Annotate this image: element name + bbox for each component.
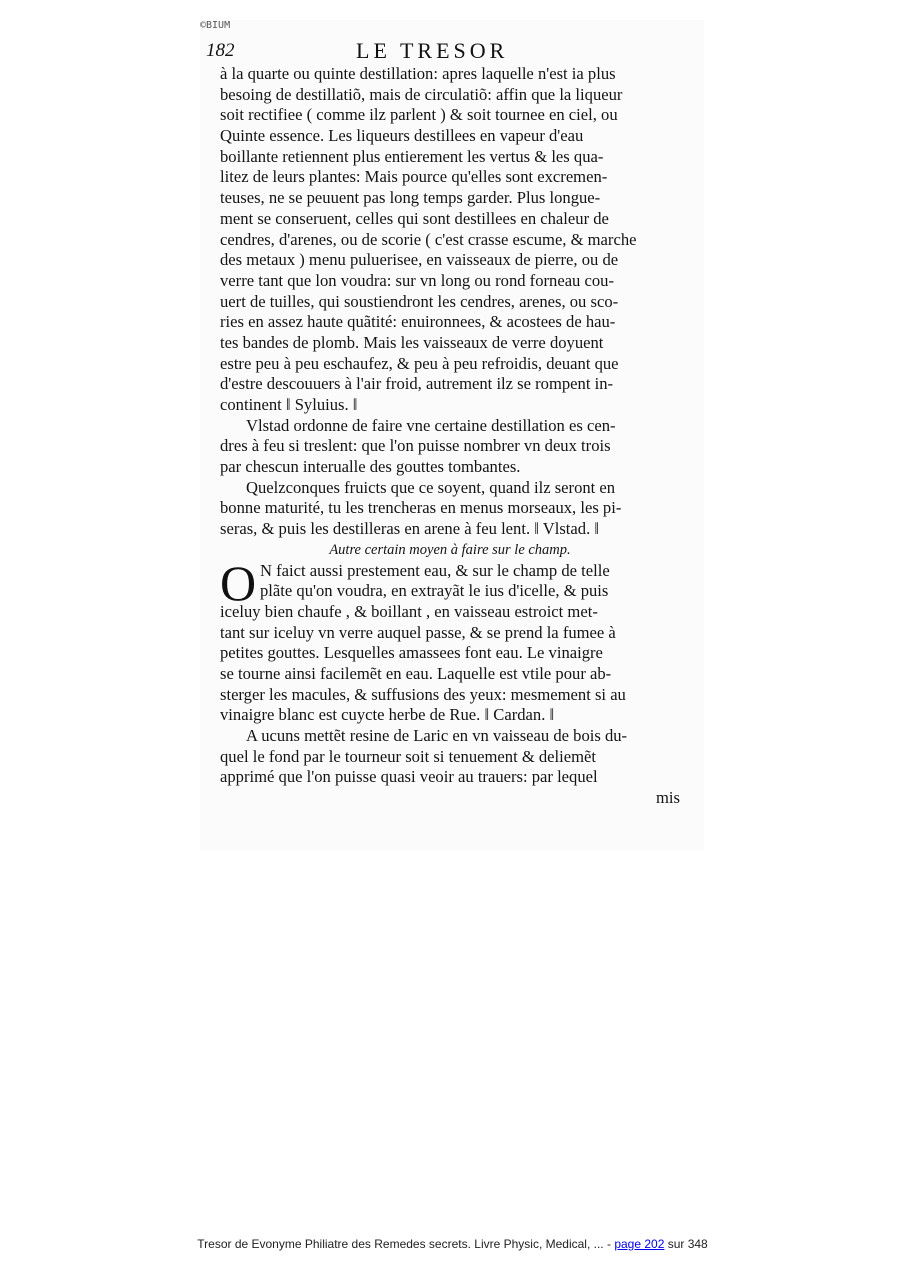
paragraph-destillation — [220, 64, 680, 416]
text-line: quel le fond par le tourneur soit si tenuement & deliemẽt — [220, 746, 597, 766]
section-heading: Autre certain moyen à faire sur le champ. — [329, 541, 571, 558]
text-line: dres à feu si treslent: que l'on puisse nombrer vn deux trois — [220, 436, 611, 456]
paragraph-fruicts — [220, 478, 680, 540]
text-line: tant sur iceluy vn verre auquel passe, & se prend la fumee à — [220, 622, 616, 642]
page-header — [206, 38, 676, 64]
text-line: besoing de destillatiõ, mais de circulatiõ: affin que la liqueur — [220, 84, 623, 104]
page-number: 182 — [206, 40, 235, 61]
footer-title: Tresor de Evonyme Philiatre des Remedes secrets. Livre Physic, Medical, ... - — [197, 1237, 615, 1251]
text-line: boillante retiennent plus entierement les vertus & les qua- — [220, 146, 604, 166]
text-line: iceluy bien chaufe , & boillant , en vaisseau estroict met- — [220, 601, 598, 621]
paragraph-eau — [220, 554, 680, 727]
text-line: sterger les macules, & suffusions des yeux: mesmement si au — [220, 684, 626, 704]
text-line: vinaigre blanc est cuycte herbe de Rue. ‖ Cardan. ‖ — [220, 705, 555, 725]
text-line: plãte qu'on voudra, en extrayãt le ius d'icelle, & puis — [260, 581, 609, 601]
footer — [0, 1237, 905, 1251]
text-line: ment se conseruent, celles qui sont destillees en chaleur de — [220, 208, 609, 228]
drop-cap: O — [220, 554, 257, 611]
running-title: LE TRESOR — [356, 38, 509, 63]
text-line: Quelzconques fruicts que ce soyent, quand ilz seront en — [246, 477, 616, 497]
text-line: d'estre descouuers à l'air froid, autrement ilz se rompent in- — [220, 374, 614, 394]
text-line: bonne maturité, tu les trencheras en menus morseaux, les pi- — [220, 498, 622, 518]
watermark: ©BIUM — [200, 20, 231, 31]
text-line: ries en assez haute quãtité: enuironnees, & acostees de hau- — [220, 312, 616, 332]
scanned-page — [200, 20, 704, 850]
body-text — [220, 64, 680, 809]
text-line: se tourne ainsi facilemẽt en eau. Laquelle est vtile pour ab- — [220, 663, 612, 683]
text-line: des metaux ) menu puluerisee, en vaisseaux de pierre, ou de — [220, 250, 619, 270]
paragraph-laric — [220, 726, 680, 788]
text-line: cendres, d'arenes, ou de scorie ( c'est crasse escume, & marche — [220, 229, 637, 249]
text-line: seras, & puis les destilleras en arene à feu lent. ‖ Vlstad. ‖ — [220, 519, 600, 539]
paragraph-vlstad — [220, 416, 680, 478]
catchword: mis — [656, 788, 680, 808]
text-line: tes bandes de plomb. Mais les vaisseaux de verre doyuent — [220, 332, 604, 352]
text-line: continent ‖ Syluius. ‖ — [220, 395, 358, 414]
text-line: apprimé que l'on puisse quasi veoir au trauers: par lequel — [220, 767, 598, 787]
text-line: A ucuns mettẽt resine de Laric en vn vaisseau de bois du- — [246, 726, 628, 745]
text-line: litez de leurs plantes: Mais pource qu'elles sont excremen- — [220, 167, 608, 187]
text-line: par chescun interualle des gouttes tombantes. — [220, 457, 521, 477]
page-link[interactable]: page 202 — [614, 1237, 665, 1251]
text-line: petites gouttes. Lesquelles amassees font eau. Le vinaigre — [220, 643, 603, 663]
text-line: Quinte essence. Les liqueurs destillees en vapeur d'eau — [220, 126, 584, 146]
text-line: estre peu à peu eschaufez, & peu à peu refroidis, deuant que — [220, 353, 619, 373]
text-line: Vlstad ordonne de faire vne certaine destillation es cen- — [246, 415, 616, 435]
text-line: N faict aussi prestement eau, & sur le champ de telle — [260, 560, 610, 580]
text-line: uert de tuilles, qui soustiendront les cendres, arenes, ou sco- — [220, 291, 619, 311]
text-line: verre tant que lon voudra: sur vn long ou rond forneau cou- — [220, 270, 614, 290]
text-line: teuses, ne se peuuent pas long temps garder. Plus longue- — [220, 188, 601, 208]
text-line: à la quarte ou quinte destillation: apres laquelle n'est ia plus — [220, 64, 616, 83]
footer-page-total: sur 348 — [664, 1237, 708, 1251]
text-line: soit rectifiee ( comme ilz parlent ) & soit tournee en ciel, ou — [220, 105, 618, 125]
